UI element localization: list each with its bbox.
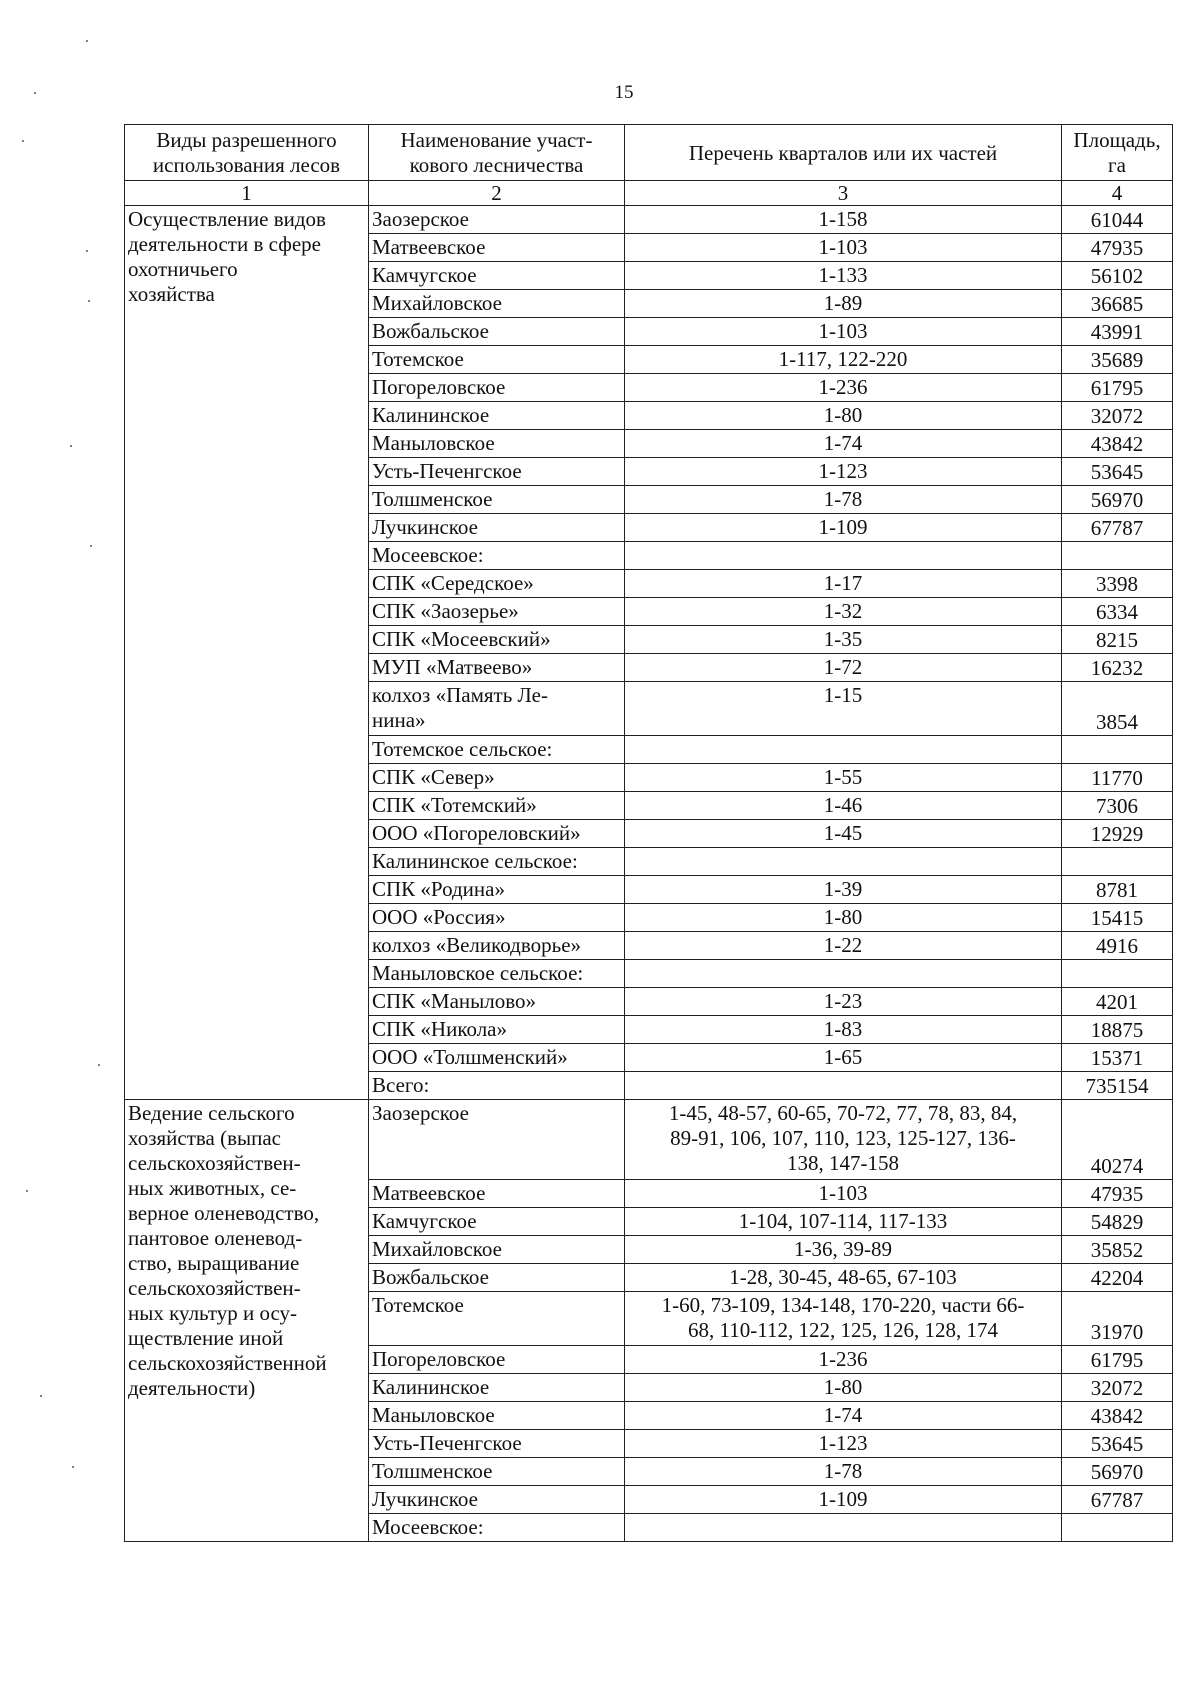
area-cell: 53645 <box>1062 458 1173 486</box>
area-cell: 4916 <box>1062 932 1173 960</box>
forestry-name-line: Михайловское <box>372 291 502 315</box>
usage-type-line: сельскохозяйствен- <box>128 1151 301 1175</box>
quarters-line: 1-158 <box>818 207 868 231</box>
quarters-line: 1-83 <box>823 1017 863 1041</box>
area-cell: 47935 <box>1062 234 1173 262</box>
area-cell <box>1062 960 1173 988</box>
quarters-cell <box>625 1264 1062 1292</box>
usage-type-line: ство, выращивание <box>128 1251 300 1275</box>
forestry-name-cell <box>369 1514 625 1542</box>
forestry-name-cell <box>369 988 625 1016</box>
forestry-name-cell <box>369 234 625 262</box>
forestry-name-cell <box>369 430 625 458</box>
forestry-name-line: Маныловское сельское: <box>372 961 584 985</box>
forestry-name-cell <box>369 206 625 234</box>
area-cell: 61044 <box>1062 206 1173 234</box>
forestry-name-line: Всего: <box>372 1073 430 1097</box>
forestry-name-line: Тотемское <box>372 347 464 371</box>
forestry-name-cell <box>369 262 625 290</box>
area-cell: 12929 <box>1062 820 1173 848</box>
page-number: 15 <box>614 82 634 103</box>
quarters-line: 1-104, 107-114, 117-133 <box>738 1209 948 1233</box>
column-number-row <box>125 181 1173 206</box>
header-area-line: Площадь, <box>1073 128 1161 152</box>
forestry-name-line: колхоз «Память Ле- <box>372 683 548 707</box>
quarters-cell <box>625 1044 1062 1072</box>
quarters-cell <box>625 318 1062 346</box>
forestry-name-line: СПК «Север» <box>372 765 495 789</box>
forestry-name-line: Лучкинское <box>372 1487 478 1511</box>
forestry-name-line: Мосеевское: <box>372 543 484 567</box>
usage-type-cell <box>125 1100 369 1542</box>
area-cell: 61795 <box>1062 374 1173 402</box>
quarters-cell <box>625 598 1062 626</box>
forestry-name-cell <box>369 542 625 570</box>
usage-type-line: ществление иной <box>128 1326 284 1350</box>
area-cell: 8781 <box>1062 876 1173 904</box>
area-cell: 16232 <box>1062 654 1173 682</box>
quarters-line: 1-236 <box>818 1347 868 1371</box>
quarters-cell <box>625 1236 1062 1264</box>
quarters-line: 1-103 <box>818 319 868 343</box>
table-header-row <box>125 125 1173 181</box>
forestry-name-line: Тотемское <box>372 1293 464 1317</box>
table-row <box>125 1100 1173 1180</box>
forestry-name-cell <box>369 1044 625 1072</box>
area-cell <box>1062 1514 1173 1542</box>
column-number: 2 <box>369 181 625 206</box>
quarters-line: 1-60, 73-109, 134-148, 170-220, части 66- <box>661 1293 1025 1317</box>
quarters-line: 1-74 <box>823 1403 863 1427</box>
forestry-name-line: Заозерское <box>372 207 469 231</box>
quarters-line: 138, 147-158 <box>787 1151 899 1175</box>
quarters-line: 1-45 <box>823 821 863 845</box>
quarters-cell <box>625 792 1062 820</box>
usage-type-line: ных животных, се- <box>128 1176 297 1200</box>
forestry-name-cell <box>369 848 625 876</box>
header-quarters: Перечень кварталов или их частей <box>625 125 1062 181</box>
usage-type-line: хозяйства <box>128 282 215 306</box>
forestry-name-cell <box>369 736 625 764</box>
quarters-cell <box>625 514 1062 542</box>
column-number: 3 <box>625 181 1062 206</box>
forestry-name-line: Толшменское <box>372 1459 493 1483</box>
quarters-cell <box>625 430 1062 458</box>
forestry-name-line: Калининское <box>372 403 490 427</box>
quarters-line: 1-55 <box>823 765 863 789</box>
forestry-name-cell <box>369 1072 625 1100</box>
area-cell: 8215 <box>1062 626 1173 654</box>
forestry-name-line: колхоз «Великодворье» <box>372 933 582 957</box>
quarters-line: 1-89 <box>823 291 863 315</box>
area-cell: 42204 <box>1062 1264 1173 1292</box>
forestry-name-line: Вожбальское <box>372 319 489 343</box>
quarters-cell <box>625 402 1062 430</box>
quarters-cell <box>625 262 1062 290</box>
forestry-name-line: Усть-Печенгское <box>372 1431 522 1455</box>
forestry-name-cell <box>369 1100 625 1180</box>
forestry-name-cell <box>369 318 625 346</box>
quarters-cell <box>625 1100 1062 1180</box>
forestry-name-line: Калининское <box>372 1375 490 1399</box>
quarters-line: 1-39 <box>823 877 863 901</box>
area-cell: 4201 <box>1062 988 1173 1016</box>
area-cell <box>1062 542 1173 570</box>
header-usage-type-line: использования лесов <box>152 153 341 177</box>
quarters-cell <box>625 764 1062 792</box>
area-cell: 54829 <box>1062 1208 1173 1236</box>
usage-type-line: Осуществление видов <box>128 207 326 231</box>
forestry-name-cell <box>369 626 625 654</box>
area-cell: 15371 <box>1062 1044 1173 1072</box>
forestry-name-line: Михайловское <box>372 1237 502 1261</box>
area-cell: 35689 <box>1062 346 1173 374</box>
usage-type-line: пантовое оленевод- <box>128 1226 303 1250</box>
forestry-name-line: Маныловское <box>372 431 495 455</box>
forestry-name-cell <box>369 904 625 932</box>
usage-type-line: верное оленеводство, <box>128 1201 320 1225</box>
quarters-cell <box>625 876 1062 904</box>
quarters-cell <box>625 1458 1062 1486</box>
area-cell: 35852 <box>1062 1236 1173 1264</box>
forestry-name-line: Погореловское <box>372 1347 506 1371</box>
usage-type-line: сельскохозяйствен- <box>128 1276 301 1300</box>
forestry-name-line: Камчугское <box>372 1209 477 1233</box>
area-cell: 36685 <box>1062 290 1173 318</box>
forestry-name-cell <box>369 1458 625 1486</box>
column-number: 1 <box>125 181 369 206</box>
usage-type-line: ных культур и осу- <box>128 1301 298 1325</box>
quarters-line: 1-72 <box>823 655 863 679</box>
forestry-name-cell <box>369 598 625 626</box>
forestry-name-cell <box>369 346 625 374</box>
area-cell: 18875 <box>1062 1016 1173 1044</box>
area-cell: 53645 <box>1062 1430 1173 1458</box>
forestry-name-line: нина» <box>372 708 426 732</box>
area-cell: 32072 <box>1062 1374 1173 1402</box>
area-cell: 56970 <box>1062 1458 1173 1486</box>
quarters-cell <box>625 458 1062 486</box>
quarters-cell <box>625 848 1062 876</box>
forestry-name-cell <box>369 682 625 736</box>
column-number: 4 <box>1062 181 1173 206</box>
quarters-cell <box>625 988 1062 1016</box>
area-cell: 7306 <box>1062 792 1173 820</box>
forestry-name-line: ООО «Погореловский» <box>372 821 581 845</box>
forestry-name-cell <box>369 1180 625 1208</box>
forestry-name-cell <box>369 1016 625 1044</box>
quarters-line: 68, 110-112, 122, 125, 126, 128, 174 <box>688 1318 998 1342</box>
quarters-line: 1-15 <box>823 683 863 707</box>
forestry-name-line: МУП «Матвеево» <box>372 655 533 679</box>
quarters-line: 1-78 <box>823 1459 863 1483</box>
area-cell: 56102 <box>1062 262 1173 290</box>
forestry-name-line: СПК «Родина» <box>372 877 505 901</box>
quarters-line: 1-80 <box>823 905 863 929</box>
forestry-name-line: Вожбальское <box>372 1265 489 1289</box>
quarters-line: 1-46 <box>823 793 863 817</box>
area-cell: 6334 <box>1062 598 1173 626</box>
forestry-name-line: Камчугское <box>372 263 477 287</box>
quarters-line: 1-45, 48-57, 60-65, 70-72, 77, 78, 83, 84, <box>668 1101 1018 1125</box>
quarters-cell <box>625 1208 1062 1236</box>
area-cell: 43842 <box>1062 1402 1173 1430</box>
usage-type-line: сельскохозяйственной <box>128 1351 327 1375</box>
quarters-cell <box>625 1402 1062 1430</box>
quarters-cell <box>625 904 1062 932</box>
forestry-name-line: ООО «Россия» <box>372 905 506 929</box>
quarters-line: 1-123 <box>818 1431 868 1455</box>
forestry-name-line: Заозерское <box>372 1101 469 1125</box>
quarters-line: 1-133 <box>818 263 868 287</box>
area-cell: 43991 <box>1062 318 1173 346</box>
forestry-name-line: Мосеевское: <box>372 1515 484 1539</box>
quarters-cell <box>625 1016 1062 1044</box>
forestry-name-line: Толшменское <box>372 487 493 511</box>
area-cell <box>1062 736 1173 764</box>
usage-type-line: деятельности в сфере <box>128 232 321 256</box>
usage-type-cell <box>125 206 369 1100</box>
area-cell: 31970 <box>1062 1292 1173 1346</box>
quarters-cell <box>625 1180 1062 1208</box>
quarters-cell <box>625 570 1062 598</box>
quarters-cell <box>625 1072 1062 1100</box>
quarters-line: 89-91, 106, 107, 110, 123, 125-127, 136- <box>670 1126 1016 1150</box>
header-usage-type-line: Виды разрешенного <box>156 128 337 152</box>
forestry-name-line: Матвеевское <box>372 235 486 259</box>
forestry-name-cell <box>369 1208 625 1236</box>
area-cell <box>1062 848 1173 876</box>
forestry-name-line: СПК «Манылово» <box>372 989 537 1013</box>
quarters-line: 1-123 <box>818 459 868 483</box>
quarters-cell <box>625 1292 1062 1346</box>
quarters-cell <box>625 542 1062 570</box>
table-row <box>125 206 1173 234</box>
forestry-name-line: СПК «Середское» <box>372 571 534 595</box>
quarters-line: 1-80 <box>823 403 863 427</box>
forestry-name-cell <box>369 1236 625 1264</box>
quarters-cell <box>625 206 1062 234</box>
forestry-name-cell <box>369 932 625 960</box>
header-usage-type <box>125 125 369 181</box>
quarters-cell <box>625 626 1062 654</box>
forestry-name-line: Лучкинское <box>372 515 478 539</box>
header-forestry-name-line: Наименование участ- <box>400 128 593 152</box>
quarters-cell <box>625 1346 1062 1374</box>
quarters-line: 1-28, 30-45, 48-65, 67-103 <box>729 1265 957 1289</box>
area-cell: 43842 <box>1062 430 1173 458</box>
forestry-name-cell <box>369 654 625 682</box>
quarters-line: 1-78 <box>823 487 863 511</box>
quarters-cell <box>625 346 1062 374</box>
forestry-name-cell <box>369 570 625 598</box>
area-cell: 61795 <box>1062 1346 1173 1374</box>
forestry-name-line: Матвеевское <box>372 1181 486 1205</box>
area-cell: 47935 <box>1062 1180 1173 1208</box>
area-cell: 67787 <box>1062 514 1173 542</box>
forestry-name-cell <box>369 402 625 430</box>
forestry-name-cell <box>369 458 625 486</box>
forestry-name-cell <box>369 1486 625 1514</box>
quarters-line: 1-109 <box>818 1487 868 1511</box>
quarters-line: 1-74 <box>823 431 863 455</box>
header-area-line: га <box>1108 153 1126 177</box>
quarters-line: 1-65 <box>823 1045 863 1069</box>
forestry-name-cell <box>369 1292 625 1346</box>
quarters-line: 1-36, 39-89 <box>794 1237 892 1261</box>
forestry-name-cell <box>369 290 625 318</box>
quarters-cell <box>625 820 1062 848</box>
forestry-name-line: Усть-Печенгское <box>372 459 522 483</box>
forestry-name-cell <box>369 764 625 792</box>
quarters-line: 1-35 <box>823 627 863 651</box>
forestry-name-line: Погореловское <box>372 375 506 399</box>
quarters-line: 1-80 <box>823 1375 863 1399</box>
forestry-name-line: Калининское сельское: <box>372 849 578 873</box>
quarters-line: 1-103 <box>818 1181 868 1205</box>
area-cell: 3398 <box>1062 570 1173 598</box>
area-cell: 56970 <box>1062 486 1173 514</box>
forestry-name-cell <box>369 514 625 542</box>
forestry-name-cell <box>369 1264 625 1292</box>
area-cell: 15415 <box>1062 904 1173 932</box>
forestry-name-cell <box>369 486 625 514</box>
quarters-cell <box>625 1514 1062 1542</box>
quarters-cell <box>625 1374 1062 1402</box>
forestry-name-cell <box>369 1346 625 1374</box>
quarters-cell <box>625 486 1062 514</box>
usage-type-line: Ведение сельского <box>128 1101 295 1125</box>
area-cell: 735154 <box>1062 1072 1173 1100</box>
quarters-line: 1-17 <box>823 571 863 595</box>
quarters-cell <box>625 234 1062 262</box>
quarters-cell <box>625 932 1062 960</box>
quarters-line: 1-236 <box>818 375 868 399</box>
area-cell: 11770 <box>1062 764 1173 792</box>
quarters-line: 1-22 <box>823 933 863 957</box>
quarters-line: 1-32 <box>823 599 863 623</box>
forestry-name-line: Маныловское <box>372 1403 495 1427</box>
quarters-cell <box>625 654 1062 682</box>
quarters-line: 1-117, 122-220 <box>778 347 908 371</box>
forestry-name-cell <box>369 876 625 904</box>
quarters-cell <box>625 374 1062 402</box>
forestry-name-cell <box>369 792 625 820</box>
forestry-name-line: СПК «Заозерье» <box>372 599 519 623</box>
forestry-name-cell <box>369 1374 625 1402</box>
quarters-cell <box>625 1430 1062 1458</box>
forest-usage-table <box>124 124 1173 1542</box>
forestry-name-cell <box>369 1402 625 1430</box>
quarters-cell <box>625 960 1062 988</box>
quarters-cell <box>625 290 1062 318</box>
quarters-line: 1-109 <box>818 515 868 539</box>
area-cell: 32072 <box>1062 402 1173 430</box>
quarters-line: 1-23 <box>823 989 863 1013</box>
usage-type-line: хозяйства (выпас <box>128 1126 281 1150</box>
quarters-line: 1-103 <box>818 235 868 259</box>
header-area <box>1062 125 1173 181</box>
forestry-name-line: СПК «Мосеевский» <box>372 627 551 651</box>
quarters-cell <box>625 682 1062 736</box>
quarters-cell <box>625 1486 1062 1514</box>
forestry-name-cell <box>369 1430 625 1458</box>
forestry-name-line: СПК «Никола» <box>372 1017 507 1041</box>
forestry-name-line: СПК «Тотемский» <box>372 793 537 817</box>
forestry-name-cell <box>369 820 625 848</box>
usage-type-line: деятельности) <box>128 1376 256 1400</box>
area-cell: 67787 <box>1062 1486 1173 1514</box>
usage-type-line: охотничьего <box>128 257 238 281</box>
forestry-name-cell <box>369 374 625 402</box>
header-forestry-name <box>369 125 625 181</box>
forestry-name-cell <box>369 960 625 988</box>
area-cell: 3854 <box>1062 682 1173 736</box>
header-forestry-name-line: кового лесничества <box>409 153 584 177</box>
forestry-name-line: Тотемское сельское: <box>372 737 553 761</box>
forestry-name-line: ООО «Толшменский» <box>372 1045 568 1069</box>
quarters-cell <box>625 736 1062 764</box>
area-cell: 40274 <box>1062 1100 1173 1180</box>
